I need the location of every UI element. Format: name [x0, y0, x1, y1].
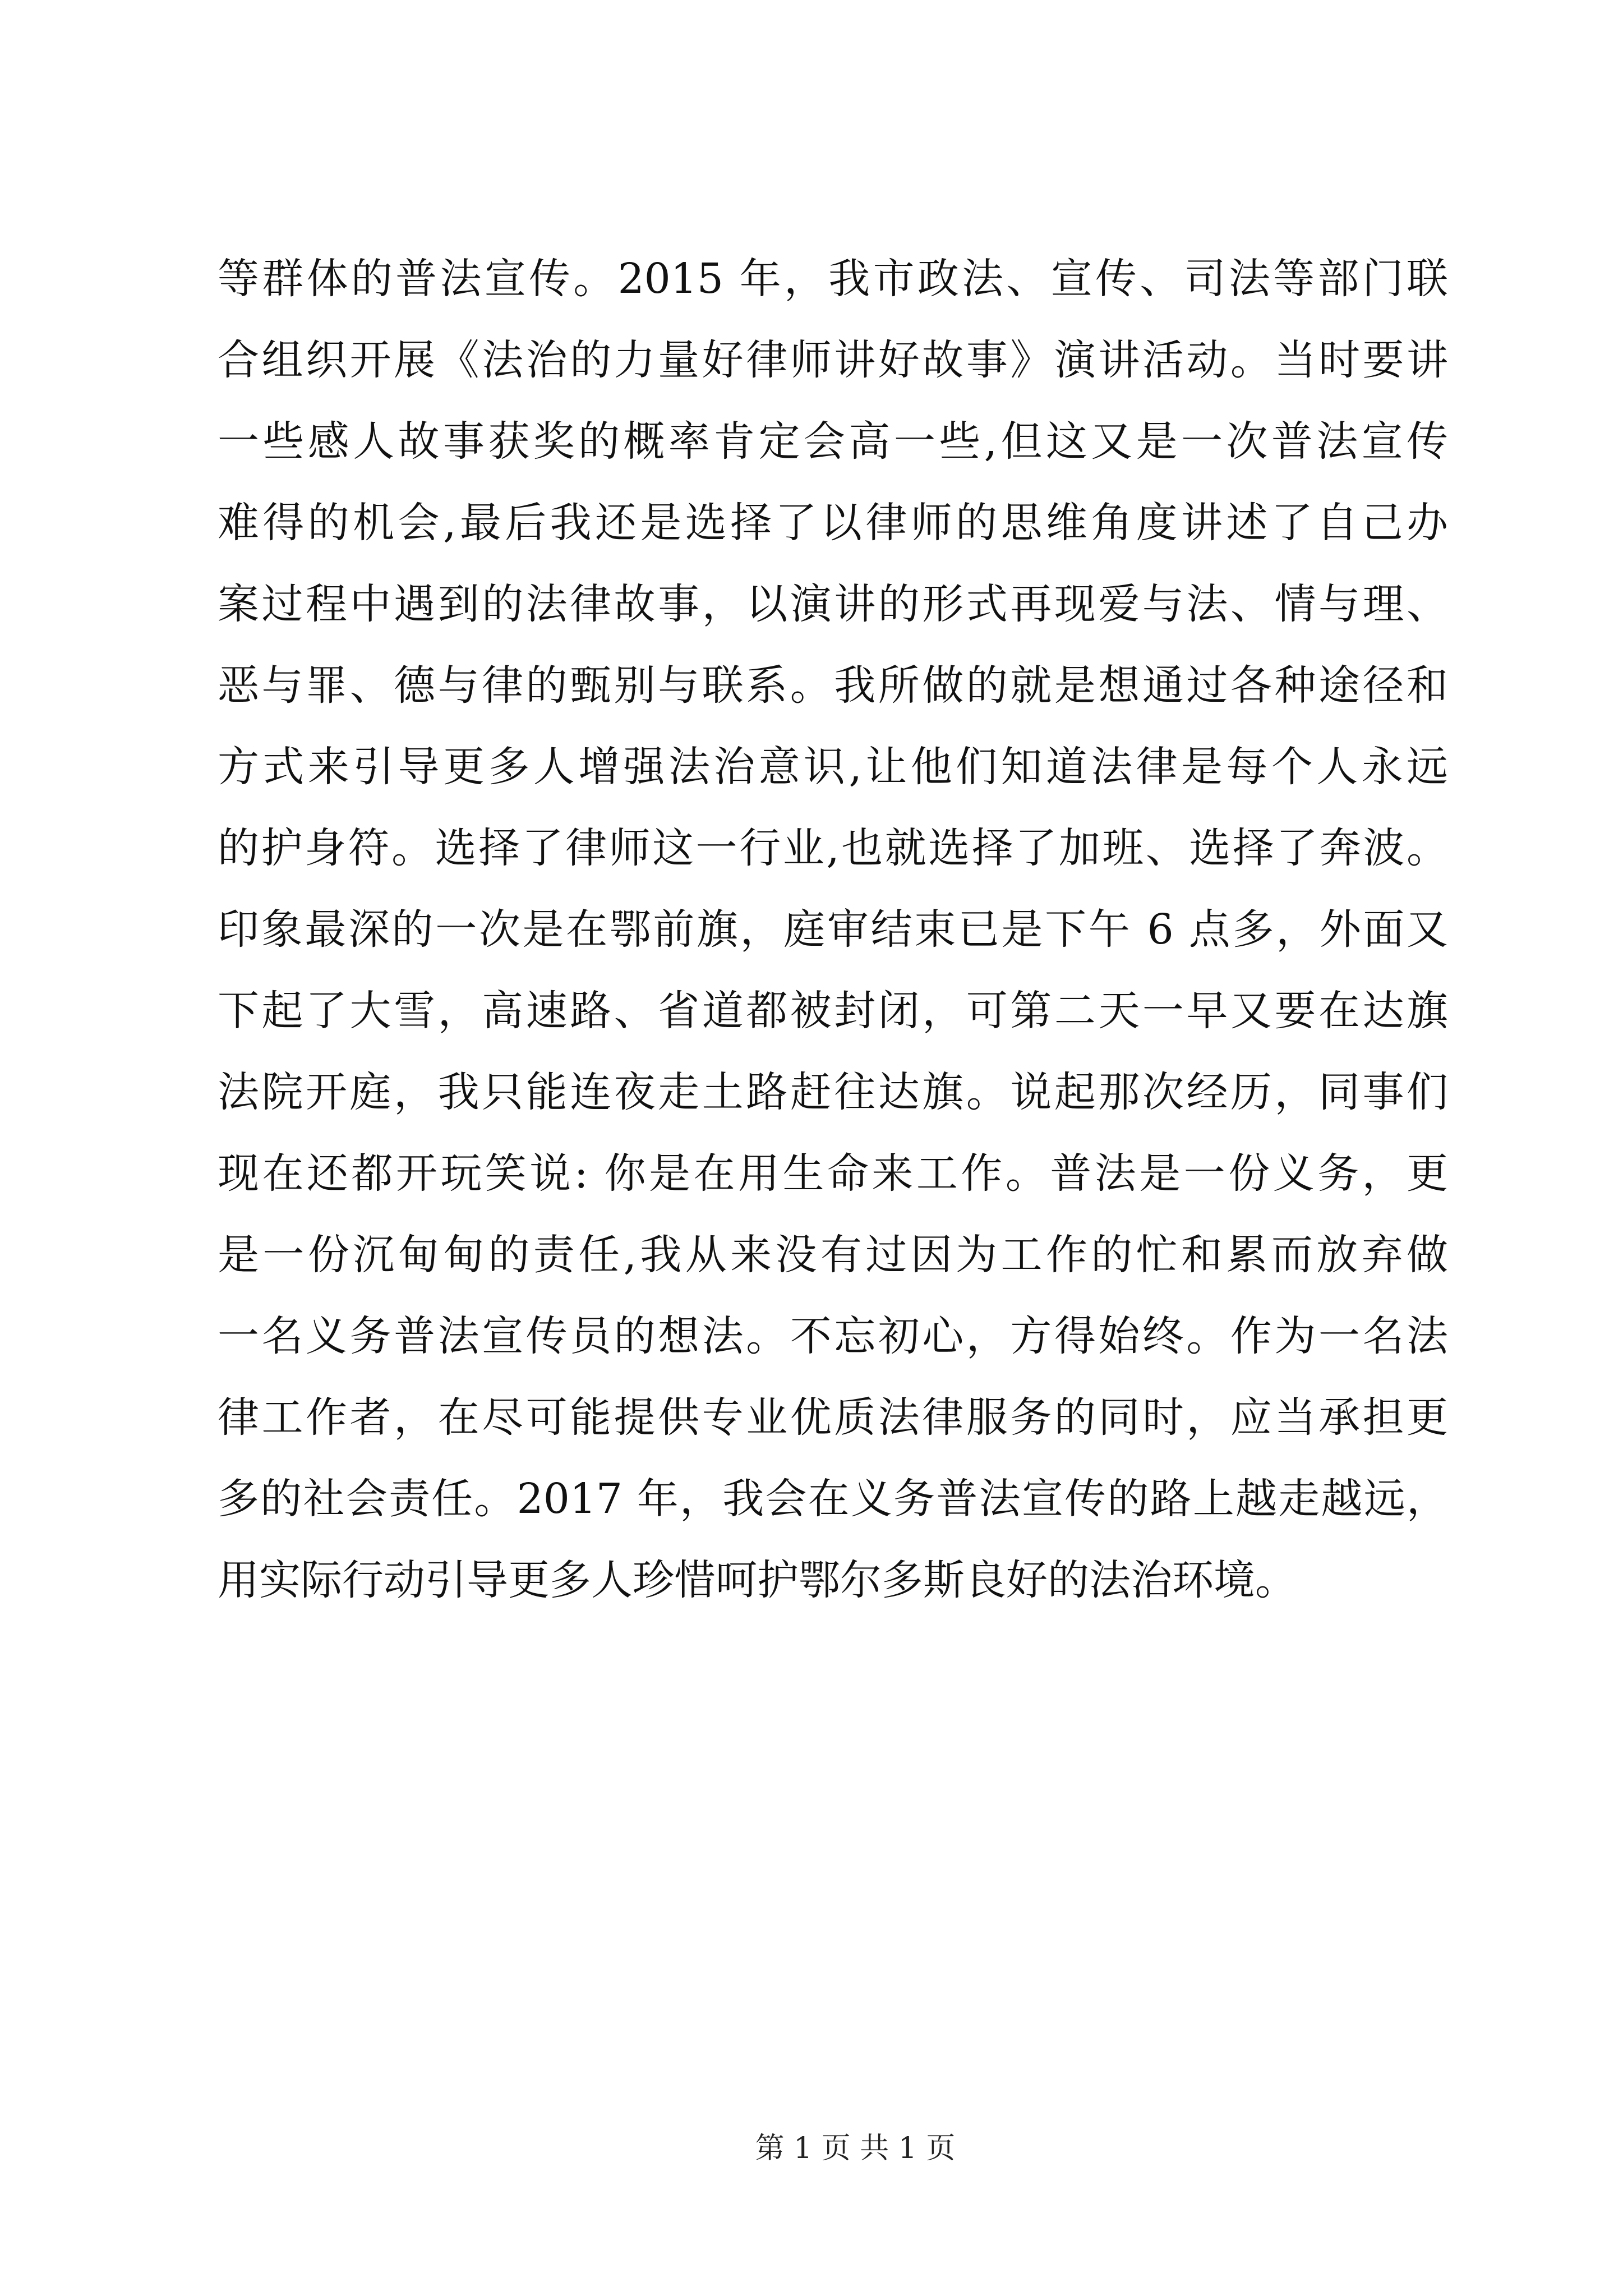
body-line: 合组织开展《法治的力量好律师讲好故事》演讲活动。当时要讲 — [218, 336, 1448, 384]
body-line: 难得的机会,最后我还是选择了以律师的思维角度讲述了自己办 — [218, 499, 1448, 547]
body-line: 是一份沉甸甸的责任,我从来没有过因为工作的忙和累而放弃做 — [218, 1231, 1448, 1279]
body-line: 方式来引导更多人增强法治意识,让他们知道法律是每个人永远 — [218, 743, 1448, 791]
body-line: 的护身符。选择了律师这一行业,也就选择了加班、选择了奔波。 — [218, 824, 1448, 872]
body-line: 多的社会责任。2017 年，我会在义务普法宣传的路上越走越远， — [218, 1475, 1448, 1523]
body-line-last: 用实际行动引导更多人珍惜呵护鄂尔多斯良好的法治环境。 — [218, 1556, 1297, 1604]
body-line: 下起了大雪，高速路、省道都被封闭，可第二天一早又要在达旗 — [218, 987, 1448, 1035]
body-line: 一些感人故事获奖的概率肯定会高一些,但这又是一次普法宣传 — [218, 417, 1448, 466]
body-line: 等群体的普法宣传。2015 年，我市政法、宣传、司法等部门联 — [218, 255, 1448, 303]
body-line: 恶与罪、德与律的甄别与联系。我所做的就是想通过各种途径和 — [218, 661, 1448, 710]
body-text — [218, 238, 1448, 1621]
page-number-footer: 第 1 页 共 1 页 — [755, 2132, 956, 2165]
body-line: 现在还都开玩笑说: 你是在用生命来工作。普法是一份义务，更 — [218, 1149, 1448, 1198]
body-line: 印象最深的一次是在鄂前旗，庭审结束已是下午 6 点多，外面又 — [218, 905, 1448, 954]
body-line: 律工作者，在尽可能提供专业优质法律服务的同时，应当承担更 — [218, 1393, 1448, 1442]
body-line: 法院开庭，我只能连夜走土路赶往达旗。说起那次经历，同事们 — [218, 1068, 1448, 1116]
body-line: 案过程中遇到的法律故事，以演讲的形式再现爱与法、情与理、 — [218, 580, 1448, 628]
body-line: 一名义务普法宣传员的想法。不忘初心，方得始终。作为一名法 — [218, 1312, 1448, 1360]
